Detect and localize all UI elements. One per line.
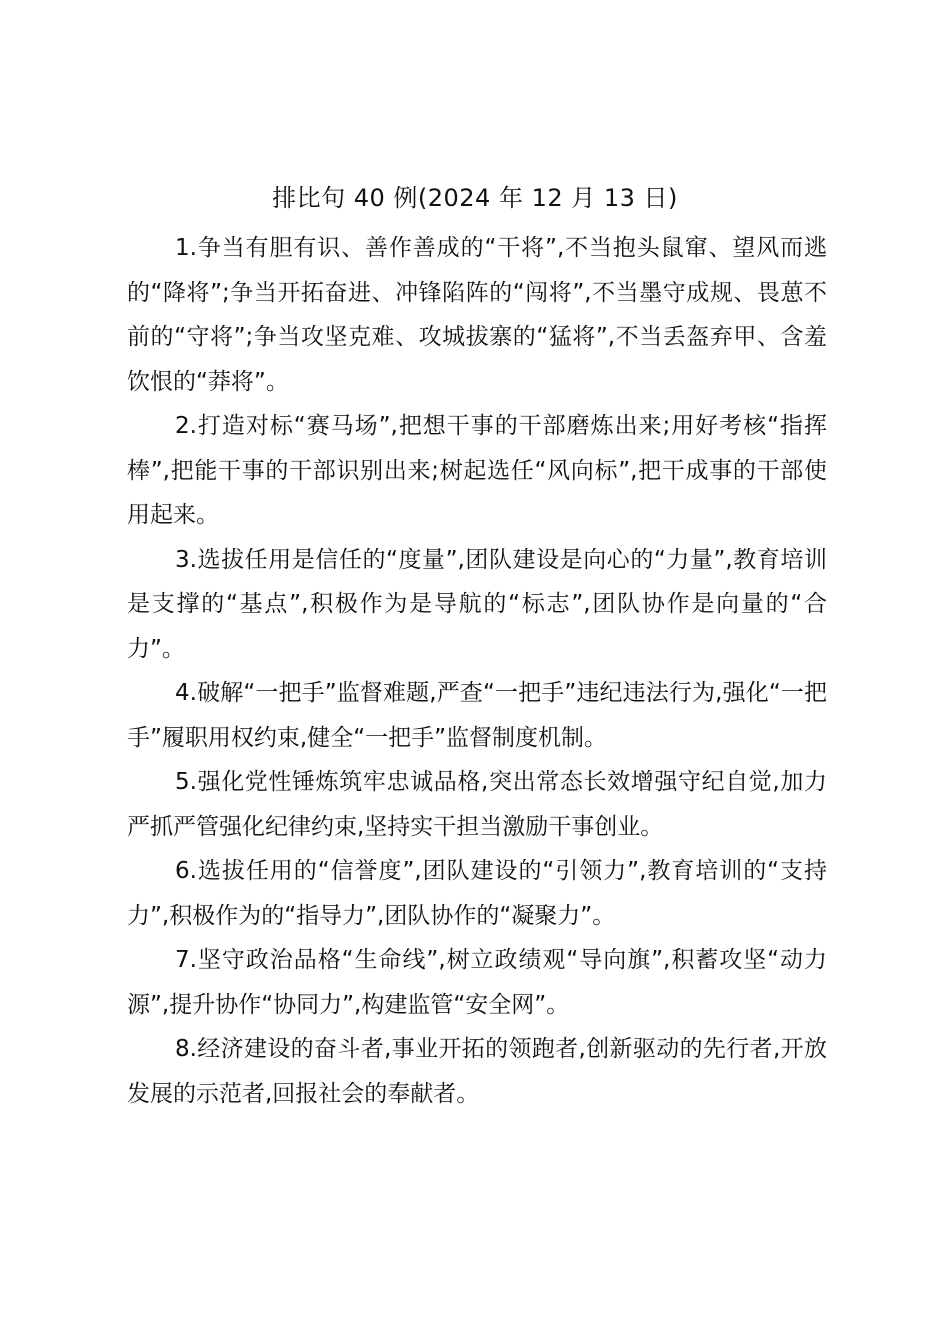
document-body [127, 226, 827, 1116]
paragraph-4: 4.破解“一把手”监督难题,严查“一把手”违纪违法行为,强化“一把手”履职用权约束,健全“一把手”监督制度机制。 [127, 680, 827, 751]
paragraph-2: 2.打造对标“赛马场”,把想干事的干部磨炼出来;用好考核“指挥棒”,把能干事的干部识别出来;树起选任“风向标”,把干成事的干部使用起来。 [127, 413, 827, 528]
paragraph-6: 6.选拔任用的“信誉度”,团队建设的“引领力”,教育培训的“支持力”,积极作为的“指导力”,团队协作的“凝聚力”。 [127, 858, 827, 929]
paragraph-5: 5.强化党性锤炼筑牢忠诚品格,突出常态长效增强守纪自觉,加力严抓严管强化纪律约束,坚持实干担当激励干事创业。 [127, 769, 827, 840]
paragraph-3: 3.选拔任用是信任的“度量”,团队建设是向心的“力量”,教育培训是支撑的“基点”,积极作为是导航的“标志”,团队协作是向量的“合力”。 [127, 546, 827, 662]
paragraph-1: 1.争当有胆有识、善作善成的“干将”,不当抱头鼠窜、望风而逃的“降将”;争当开拓奋进、冲锋陷阵的“闯将”,不当墨守成规、畏葸不前的“守将”;争当攻坚克难、攻城拔寨的“猛将”,不当丢盔弃甲、含羞饮恨的“莽将”。 [127, 235, 827, 395]
paragraph-7: 7.坚守政治品格“生命线”,树立政绩观“导向旗”,积蓄攻坚“动力源”,提升协作“协同力”,构建监管“安全网”。 [127, 947, 827, 1018]
document-title: 排比句 40 例(2024 年 12 月 13 日) [272, 184, 678, 212]
paragraph-8: 8.经济建设的奋斗者,事业开拓的领跑者,创新驱动的先行者,开放发展的示范者,回报社会的奉献者。 [127, 1036, 827, 1107]
